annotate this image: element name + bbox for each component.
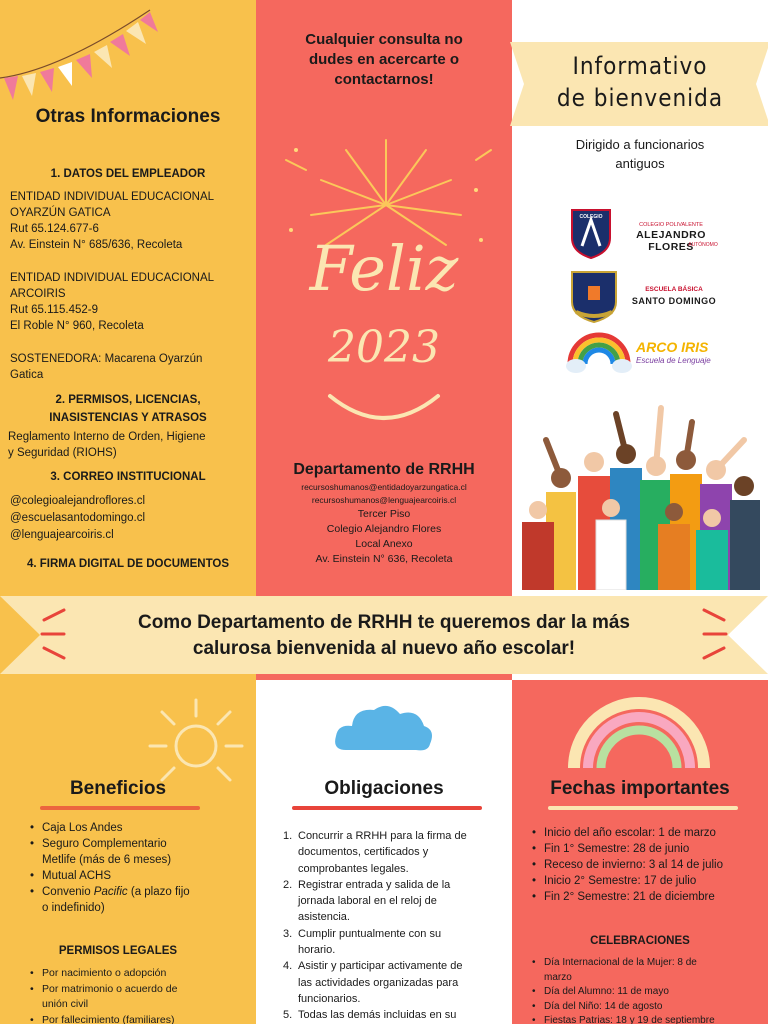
permiso-text: Por nacimiento o adopción	[42, 967, 167, 979]
right-sparkle-icon	[700, 604, 730, 664]
rainbow-icon	[564, 692, 714, 772]
employer-2-address: El Roble N° 960, Recoleta	[10, 320, 144, 332]
beneficio-text: o indefinido)	[42, 902, 105, 914]
list-item	[28, 884, 248, 916]
contact-line3: contactarnos!	[334, 71, 434, 88]
welcome-line1: Como Departamento de RRHH te queremos dar la más	[137, 612, 630, 633]
obligacion-text: jornada laboral en el reloj de	[298, 895, 437, 908]
permisos-legales-title: PERMISOS LEGALES	[58, 945, 178, 957]
employer-1-block	[10, 189, 254, 253]
section-permisos-title	[0, 391, 256, 427]
dept-email-2: recursoshumanos@lenguajearcoiris.cl	[311, 495, 457, 505]
logo1-badge-text: COLEGIO	[579, 214, 603, 220]
obligacion-text: comprobantes legales.	[298, 862, 409, 875]
logo1-line3: AUTÓNOMO	[688, 242, 718, 248]
contact-line2: dudes en acercarte o	[308, 51, 460, 68]
beneficio-text: (a plazo fijo	[127, 886, 190, 898]
email-domain: @colegioalejandroflores.cl	[10, 495, 146, 507]
beneficios-title: Beneficios	[69, 778, 167, 799]
logo1-line1: COLEGIO POLIVALENTE	[639, 222, 703, 228]
obligacion-text: las actividades organizadas para	[298, 976, 459, 989]
fecha-text: Inicio 2° Semestre: 17 de julio	[544, 875, 697, 887]
list-item	[28, 836, 248, 868]
item-number: 3.	[283, 927, 293, 940]
celebracion-text: Fiestas Patrias: 18 y 19 de septiembre	[544, 1015, 715, 1024]
obligacion-text: documentos, certificados y	[298, 846, 429, 859]
celebraciones-list	[530, 956, 768, 1024]
dept-local: Local Anexo	[355, 538, 413, 550]
dept-contact-block	[256, 481, 512, 567]
panel-fechas-importantes	[512, 680, 768, 1024]
fecha-text: Receso de invierno: 3 al 14 de julio	[544, 859, 724, 871]
employer-1-rut: Rut 65.124.677-6	[10, 223, 99, 235]
welcome-line2: calurosa bienvenida al nuevo año escolar!	[192, 638, 576, 659]
obligaciones-title: Obligaciones	[324, 778, 444, 799]
happy-people-illustration	[516, 400, 768, 590]
logo3-line1: ARCO IRIS	[636, 339, 709, 355]
list-item	[28, 966, 248, 982]
email-domain: @lenguajearcoiris.cl	[10, 529, 114, 541]
beneficio-text: Pacific	[93, 886, 128, 898]
fechas-list	[530, 825, 766, 905]
riohs-text	[8, 429, 254, 461]
dept-building: Colegio Alejandro Flores	[326, 523, 442, 535]
panel-otras-informaciones	[0, 0, 256, 590]
employer-2-block	[10, 270, 254, 334]
arcoiris-rainbow-logo-icon	[564, 328, 634, 376]
list-item	[283, 828, 506, 877]
employer-1-name: ENTIDAD INDIVIDUAL EDUCACIONAL	[10, 191, 215, 203]
fechas-underline	[548, 806, 738, 810]
beneficio-text: Metlife (más de 6 meses)	[42, 854, 172, 866]
informativo-title-line2: de bienvenida	[556, 84, 724, 112]
logo2-line1: ESCUELA BÁSICA	[645, 286, 703, 293]
list-item	[283, 926, 506, 959]
panel-obligaciones	[256, 680, 512, 1024]
welcome-banner-row	[0, 590, 768, 680]
sostenedora-line1: SOSTENEDORA: Macarena Oyarzún	[10, 353, 203, 365]
subtitle-line2: antiguos	[615, 156, 665, 171]
riohs-line1: Reglamento Interno de Orden, Higiene	[8, 431, 206, 443]
list-item	[283, 877, 506, 926]
fechas-title: Fechas importantes	[550, 778, 730, 799]
bunting-decoration	[0, 0, 160, 105]
informativo-banner	[524, 42, 756, 126]
list-item	[530, 889, 766, 905]
email-domain: @escuelasantodomingo.cl	[10, 512, 146, 524]
celebraciones-title: CELEBRACIONES	[590, 935, 690, 947]
left-sparkle-icon	[38, 604, 68, 664]
panel-beneficios	[0, 680, 256, 1024]
beneficio-text: Seguro Complementario	[42, 838, 167, 850]
logo3-line2: Escuela de Lenguaje	[636, 356, 711, 365]
list-item	[530, 1014, 768, 1024]
dept-address: Av. Einstein N° 636, Recoleta	[315, 553, 453, 565]
list-item	[530, 873, 766, 889]
email-domains-list	[10, 493, 254, 544]
employer-1-name-line2: OYARZÚN GATICA	[10, 207, 111, 219]
contact-message	[256, 30, 512, 90]
list-item	[28, 982, 248, 1013]
employer-1-address: Av. Einstein N° 685/636, Recoleta	[10, 239, 183, 251]
section-permisos-title-line2: INASISTENCIAS Y ATRASOS	[49, 412, 207, 424]
celebracion-text: Día del Alumno: 11 de mayo	[544, 986, 669, 997]
item-number: 1.	[283, 830, 293, 842]
list-item	[530, 825, 766, 841]
list-item	[28, 868, 248, 884]
celebracion-text: Día del Niño: 14 de agosto	[544, 1000, 663, 1012]
dept-rrhh-title: Departamento de RRHH	[293, 461, 475, 478]
list-item	[530, 956, 768, 985]
otras-informaciones-title: Otras Informaciones	[35, 106, 221, 127]
obligacion-text: horario.	[298, 944, 336, 957]
sostenedora	[10, 351, 254, 383]
beneficio-text: Convenio	[42, 886, 94, 898]
obligacion-text: Registrar entrada y salida de la	[298, 878, 451, 891]
obligaciones-list	[283, 828, 506, 1024]
employer-2-name-line2: ARCOIRIS	[10, 288, 66, 300]
dirigido-subtitle	[512, 135, 768, 173]
smile-decoration	[324, 388, 444, 428]
welcome-ribbon	[40, 596, 728, 674]
section-firma-digital-title: 4. FIRMA DIGITAL DE DOCUMENTOS	[26, 558, 230, 570]
obligacion-text: Concurrir a RRHH para la firma de	[298, 830, 467, 842]
permiso-text: unión civil	[42, 998, 89, 1010]
welcome-message	[100, 610, 668, 662]
obligacion-text: funcionarios.	[298, 992, 361, 1005]
feliz-text: Feliz	[309, 232, 459, 305]
list-item	[283, 1007, 506, 1023]
panel-feliz-2023	[256, 0, 512, 590]
contact-line1: Cualquier consulta no	[305, 31, 463, 48]
permisos-legales-list	[28, 966, 248, 1024]
obligacion-text: Cumplir puntualmente con su	[298, 927, 442, 940]
section-datos-empleador-title: 1. DATOS DEL EMPLEADOR	[50, 168, 206, 180]
year-text: 2023	[328, 322, 440, 373]
logo2-line2: SANTO DOMINGO	[631, 296, 717, 306]
obligaciones-underline	[292, 806, 482, 810]
list-item	[283, 958, 506, 1007]
fecha-text: Fin 1° Semestre: 28 de junio	[544, 843, 690, 855]
obligacion-text: asistencia.	[298, 911, 350, 924]
list-item	[28, 820, 248, 836]
informativo-title-line1: Informativo	[572, 52, 708, 80]
obligacion-text: Asistir y participar activamente de	[298, 960, 463, 973]
list-item	[530, 841, 766, 857]
permiso-text: Por matrimonio o acuerdo de	[42, 982, 178, 995]
cloud-icon	[332, 700, 436, 758]
fecha-text: Inicio del año escolar: 1 de marzo	[544, 827, 716, 839]
section-correo-title: 3. CORREO INSTITUCIONAL	[50, 471, 206, 483]
list-item	[530, 857, 766, 873]
section-permisos-title-line1: 2. PERMISOS, LICENCIAS,	[55, 394, 201, 406]
employer-2-name: ENTIDAD INDIVIDUAL EDUCACIONAL	[10, 272, 215, 284]
beneficio-text: Caja Los Andes	[42, 822, 123, 834]
item-number: 2.	[283, 878, 293, 891]
list-item	[530, 1000, 768, 1015]
riohs-line2: y Seguridad (RIOHS)	[8, 447, 117, 459]
sun-icon	[146, 692, 246, 784]
subtitle-line1: Dirigido a funcionarios	[575, 137, 705, 152]
list-item	[530, 985, 768, 1000]
fecha-text: Fin 2° Semestre: 21 de diciembre	[544, 891, 715, 903]
dept-email-1: recursoshumanos@entidadoyarzungatica.cl	[301, 482, 467, 492]
celebracion-text: marzo	[544, 971, 572, 983]
item-number: 4.	[283, 960, 293, 973]
celebracion-text: Día Internacional de la Mujer: 8 de	[544, 957, 697, 968]
escuela-santo-domingo-logo-icon	[566, 268, 622, 324]
obligacion-text: Todas las demás incluidas en su	[298, 1009, 457, 1022]
sostenedora-line2: Gatica	[10, 369, 44, 381]
permiso-text: Por fallecimiento (familiares)	[42, 1013, 175, 1024]
beneficios-underline	[40, 806, 200, 810]
employer-2-rut: Rut 65.115.452-9	[10, 304, 99, 316]
beneficio-text: Mutual ACHS	[42, 870, 112, 882]
dept-floor: Tercer Piso	[357, 508, 411, 520]
logo1-line2: ALEJANDRO FLORES	[636, 229, 706, 253]
list-item	[28, 1013, 248, 1024]
beneficios-list	[28, 820, 248, 916]
item-number: 5.	[283, 1009, 293, 1022]
